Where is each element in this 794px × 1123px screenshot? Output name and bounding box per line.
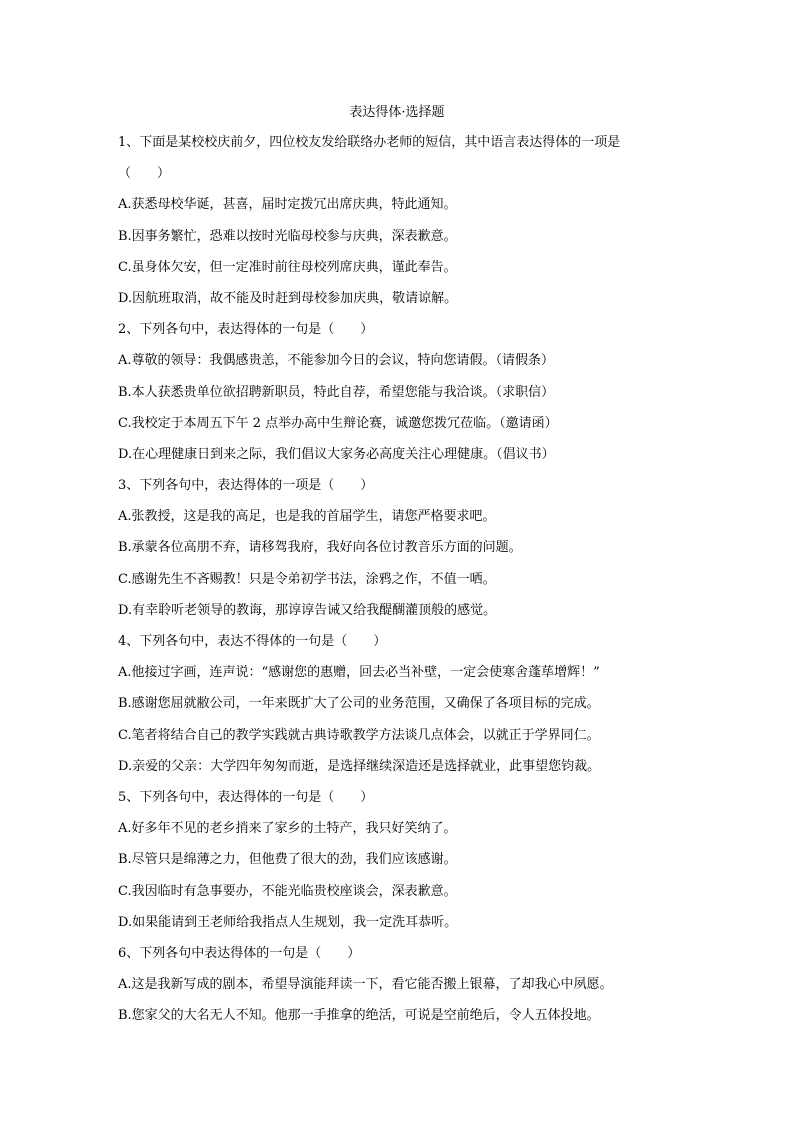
question-6-option-a: A.这是我新写成的剧本，希望导演能拜读一下，看它能否搬上银幕，了却我心中夙愿。 <box>118 977 613 993</box>
question-3-option-d: D.有幸聆听老领导的教诲，那谆谆告诫又给我醍醐灌顶般的感觉。 <box>118 602 497 618</box>
question-1-option-a: A.获悉母校华诞，甚喜，届时定拨冗出席庆典，特此通知。 <box>118 197 457 213</box>
question-1-option-c: C.虽身体欠安，但一定准时前往母校列席庆典，谨此奉告。 <box>118 259 457 275</box>
document-title: 表达得体·选择题 <box>349 105 445 120</box>
question-2-stem: 2、下列各句中，表达得体的一句是（ ） <box>118 322 374 338</box>
question-4-stem: 4、下列各句中，表达不得体的一句是（ ） <box>118 634 387 649</box>
question-1-option-d: D.因航班取消，故不能及时赶到母校参加庆典，敬请谅解。 <box>118 290 458 306</box>
question-2-option-a: A.尊敬的领导：我偶感贵恙，不能参加今日的会议，特向您请假。（请假条） <box>118 353 555 369</box>
question-5-option-d: D.如果能请到王老师给我指点人生规划，我一定洗耳恭听。 <box>118 914 458 930</box>
question-5-option-c: C.我因临时有急事要办，不能光临贵校座谈会，深表歉意。 <box>118 883 457 899</box>
question-4-option-d: D.亲爱的父亲：大学四年匆匆而逝，是选择继续深造还是选择就业，此事望您钧裁。 <box>118 758 601 774</box>
question-3-option-c: C.感谢先生不吝赐教！只是令弟初学书法，涂鸦之作，不值一哂。 <box>118 571 496 587</box>
question-5-option-a: A.好多年不见的老乡捎来了家乡的土特产，我只好笑纳了。 <box>118 821 457 837</box>
question-1-stem: 1、下面是某校校庆前夕，四位校友发给联络办老师的短信，其中语言表达得体的一项是 <box>118 135 621 150</box>
question-3-option-b: B.承蒙各位高朋不弃，请移驾我府，我好向各位讨教音乐方面的问题。 <box>118 540 522 556</box>
question-6-stem: 6、下列各句中表达得体的一句是（ ） <box>118 945 361 961</box>
question-5-option-b: B.尽管只是绵薄之力，但他费了很大的劲，我们应该感谢。 <box>118 852 457 868</box>
question-4-option-a: A.他接过字画，连声说：“感谢您的惠赠，回去必当补壁，一定会使寒舍蓬荜增辉！” <box>118 665 600 681</box>
question-1-stem-continuation: （ ） <box>118 166 171 182</box>
question-1-option-b: B.因事务繁忙，恐难以按时光临母校参与庆典，深表歉意。 <box>118 228 457 244</box>
question-4-option-b: B.感谢您屈就敝公司，一年来既扩大了公司的业务范围，又确保了各项目标的完成。 <box>118 696 600 712</box>
question-3-stem: 3、下列各句中，表达得体的一项是（ ） <box>118 478 374 494</box>
question-6-option-b: B.您家父的大名无人不知。他那一手推拿的绝活，可说是空前绝后，令人五体投地。 <box>118 1008 600 1024</box>
question-2-option-d: D.在心理健康日到来之际，我们倡议大家务必高度关注心理健康。（倡议书） <box>118 446 555 462</box>
question-list <box>118 134 678 1038</box>
question-2-option-b: B.本人获悉贵单位欲招聘新职员，特此自荐，希望您能与我洽谈。（求职信） <box>118 384 555 400</box>
question-3-option-a: A.张教授，这是我的高足，也是我的首届学生，请您严格要求吧。 <box>118 509 496 525</box>
question-2-option-c: C.我校定于本周五下午 2 点举办高中生辩论赛，诚邀您拨冗莅临。（邀请函） <box>118 415 558 431</box>
question-4-option-c: C.笔者将结合自己的教学实践就古典诗歌教学方法谈几点体会，以就正于学界同仁。 <box>118 727 600 743</box>
question-5-stem: 5、下列各句中，表达得体的一句是（ ） <box>118 789 374 805</box>
